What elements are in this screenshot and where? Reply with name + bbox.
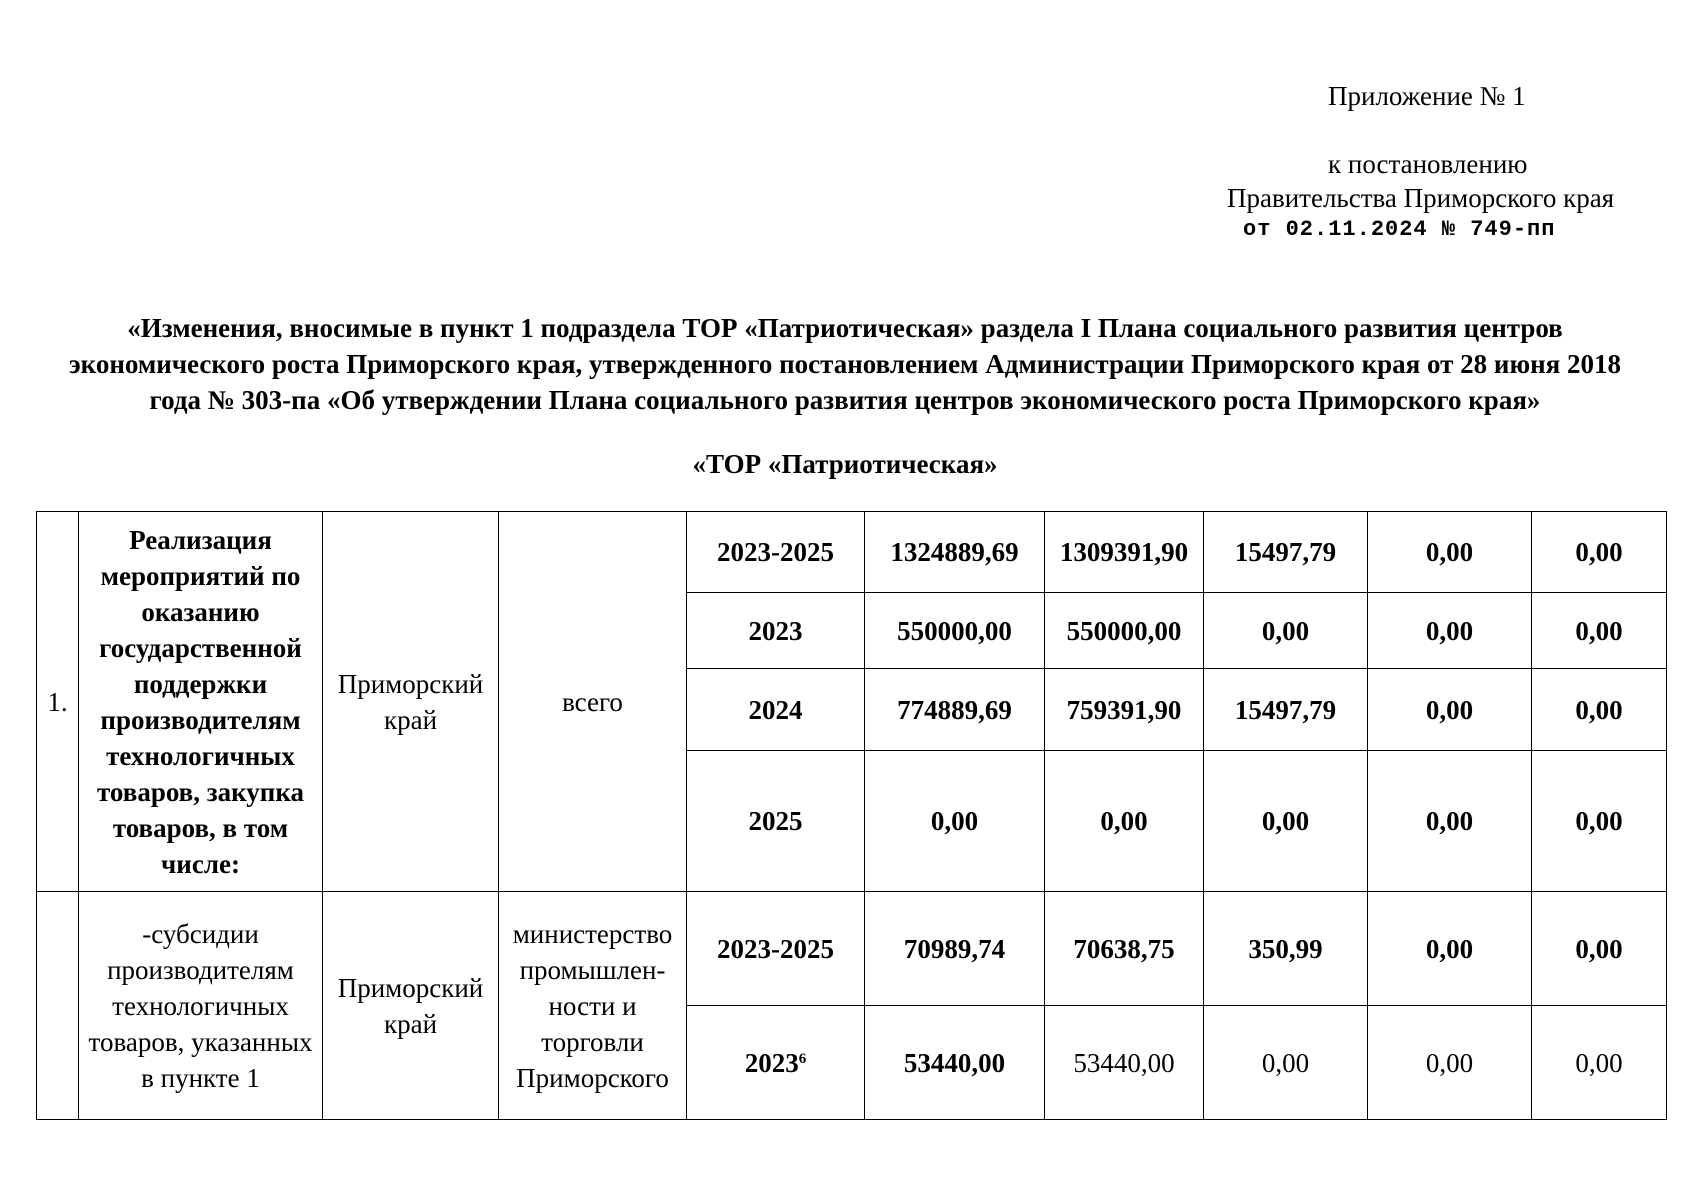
value-cell: 0,00	[1204, 1006, 1368, 1120]
item-region: Приморский край	[323, 512, 499, 892]
value-cell: 0,00	[1532, 593, 1667, 669]
annex-government: Правительства Приморского края	[1227, 183, 1615, 213]
document-heading: «Изменения, вносимые в пункт 1 подраздела ТОР «Патриотическая» раздела I Плана социального развития центров экономического роста Приморского края, утвержденного постановлением Администрации Приморского края от 28 июня 2018 года № 303-па «Об утверждении Плана социального развития центров экономического роста Приморского края»	[68, 313, 1622, 415]
value-cell: 550000,00	[1045, 593, 1204, 669]
item-number: 1.	[37, 512, 79, 892]
value-cell: 0,00	[1045, 751, 1204, 892]
item-number	[37, 892, 79, 1120]
value-cell: 1324889,69	[865, 512, 1045, 593]
plan-table	[36, 511, 1667, 1120]
item-name: Реализация мероприятий по оказанию государственной поддержки производителям технологичных товаров, закупка товаров, в том числе:	[79, 512, 323, 892]
item-name: -субсидии производителям технологичных товаров, указанных в пункте 1	[79, 892, 323, 1120]
item-executor: всего	[499, 512, 687, 892]
value-cell: 550000,00	[865, 593, 1045, 669]
year-cell: 2023	[687, 593, 865, 669]
item-executor: министерство промышлен-ности и торговли Приморского	[499, 892, 687, 1120]
resolution-number: от 02.11.2024 № 749-пп	[1243, 217, 1556, 242]
value-cell: 1309391,90	[1045, 512, 1204, 593]
year-cell	[687, 1006, 865, 1120]
value-cell: 15497,79	[1204, 669, 1368, 751]
value-cell: 70989,74	[865, 892, 1045, 1006]
value-cell: 15497,79	[1204, 512, 1368, 593]
value-cell: 0,00	[1368, 892, 1532, 1006]
year-cell: 2024	[687, 669, 865, 751]
value-cell: 759391,90	[1045, 669, 1204, 751]
document-subheading: «ТОР «Патриотическая»	[692, 449, 998, 479]
value-cell: 70638,75	[1045, 892, 1204, 1006]
value-cell: 53440,00	[1045, 1006, 1204, 1120]
value-cell: 0,00	[1368, 751, 1532, 892]
value-cell: 0,00	[1204, 593, 1368, 669]
year-cell: 2025	[687, 751, 865, 892]
value-cell: 0,00	[1204, 751, 1368, 892]
value-cell: 0,00	[1532, 751, 1667, 892]
value-cell: 0,00	[1368, 512, 1532, 593]
value-cell: 350,99	[1204, 892, 1368, 1006]
value-cell: 0,00	[1368, 593, 1532, 669]
value-cell: 53440,00	[865, 1006, 1045, 1120]
annex-title: Приложение № 1	[1328, 81, 1526, 111]
annex-to-resolution: к постановлению	[1328, 149, 1528, 179]
value-cell: 0,00	[1368, 1006, 1532, 1120]
value-cell: 0,00	[1368, 669, 1532, 751]
item-region: Приморский край	[323, 892, 499, 1120]
value-cell: 774889,69	[865, 669, 1045, 751]
year-value: 2023	[744, 1047, 799, 1078]
year-cell: 2023-2025	[687, 892, 865, 1006]
year-cell: 2023-2025	[687, 512, 865, 593]
table-row	[37, 892, 1667, 1006]
footnote-mark: 6	[798, 1050, 807, 1067]
value-cell: 0,00	[1532, 892, 1667, 1006]
value-cell: 0,00	[1532, 1006, 1667, 1120]
value-cell: 0,00	[1532, 669, 1667, 751]
value-cell: 0,00	[1532, 512, 1667, 593]
table-row	[37, 512, 1667, 593]
value-cell: 0,00	[865, 751, 1045, 892]
